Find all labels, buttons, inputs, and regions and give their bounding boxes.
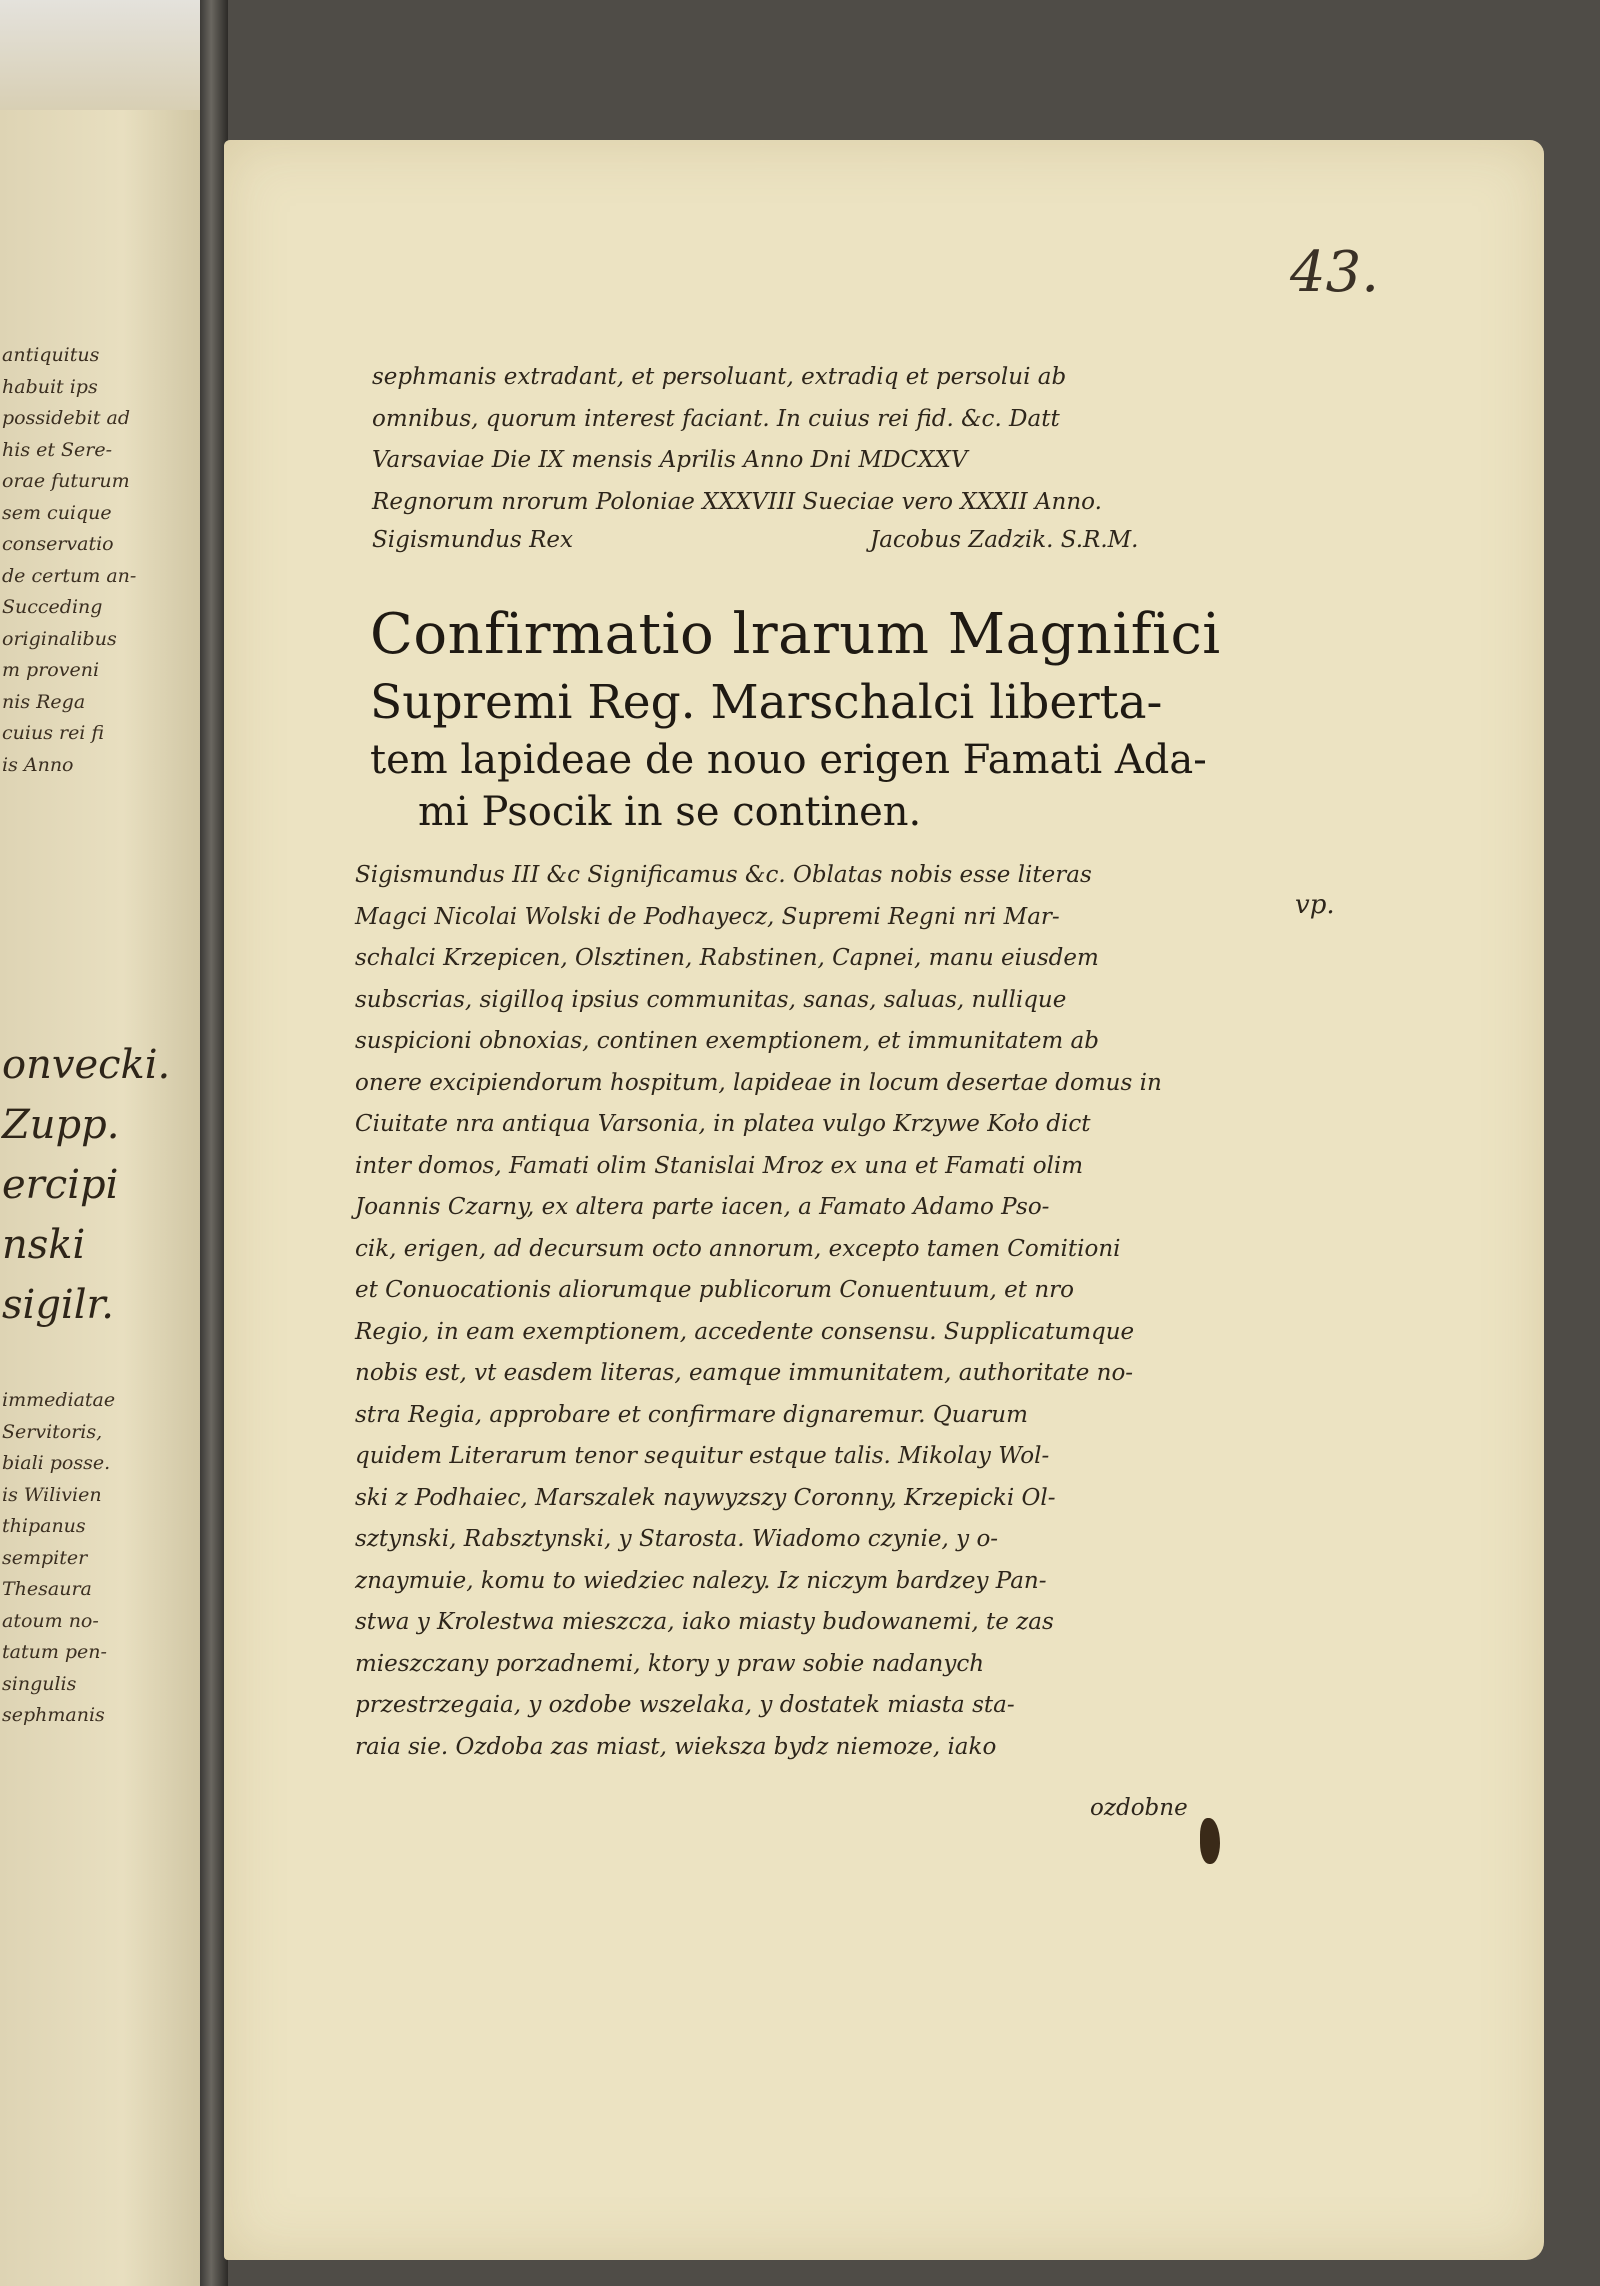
heading-line: mi Psocik in se continen.: [418, 789, 922, 835]
margin-line: possidebit ad: [2, 407, 130, 429]
text-line: nobis est, vt easdem literas, eamque immunitatem, authoritate no-: [355, 1360, 1134, 1386]
text-line: quidem Literarum tenor sequitur estque talis. Mikolay Wol-: [355, 1443, 1050, 1469]
heading-line: Supremi Reg. Marschalci liberta-: [370, 675, 1163, 730]
heading-line: Confirmatio lrarum Magnifici: [370, 602, 1221, 667]
text-line: subscrias, sigilloq ipsius communitas, sanas, saluas, nullique: [355, 986, 1067, 1013]
text-line: suspicioni obnoxias, continen exemptionem, et immunitatem ab: [355, 1028, 1099, 1054]
margin-line: biali posse.: [2, 1452, 111, 1474]
page-number: 43.: [1290, 240, 1380, 305]
margin-line: originalibus: [2, 627, 117, 650]
margin-line: is Anno: [2, 753, 74, 776]
text-line: cik, erigen, ad decursum octo annorum, excepto tamen Comitioni: [355, 1235, 1121, 1262]
margin-line: Thesaura: [2, 1578, 92, 1600]
left-margin-names: [0, 1035, 205, 1335]
right-margin-note: vp.: [1295, 890, 1335, 920]
text-line: et Conuocationis aliorumque publicorum Conuentuum, et nro: [355, 1277, 1074, 1303]
text-line: stwa y Krolestwa mieszcza, iako miasty budowanemi, te zas: [355, 1609, 1054, 1635]
margin-name: ercipi: [2, 1162, 119, 1208]
text-line: znaymuie, komu to wiedziec nalezy. Iz niczym bardzey Pan-: [355, 1567, 1047, 1594]
margin-line: atoum no-: [2, 1609, 99, 1632]
left-page-top-edge: [0, 0, 205, 110]
text-line: inter domos, Famati olim Stanislai Mroz ex una et Famati olim: [355, 1152, 1084, 1179]
heading-line: tem lapideae de nouo erigen Famati Ada-: [370, 737, 1207, 783]
text-line: omnibus, quorum interest faciant. In cuius rei fid. &c. Datt: [372, 405, 1060, 432]
margin-line: conservatio: [2, 533, 114, 555]
text-line: raia sie. Ozdoba zas miast, wieksza bydz niemoze, iako: [355, 1733, 997, 1760]
margin-line: thipanus: [2, 1515, 86, 1537]
text-line: mieszczany porzadnemi, ktory y praw sobie nadanych: [355, 1650, 985, 1677]
text-line: Joannis Czarny, ex altera parte iacen, a Famato Adamo Pso-: [355, 1194, 1050, 1220]
text-line: przestrzegaia, y ozdobe wszelaka, y dostatek miasta sta-: [355, 1692, 1015, 1718]
catchword: ozdobne: [1090, 1795, 1188, 1821]
margin-line: de certum an-: [2, 564, 137, 587]
left-margin-text-top: [0, 340, 205, 781]
margin-line: orae futurum: [2, 470, 130, 492]
text-line: Ciuitate nra antiqua Varsonia, in platea vulgo Krzywe Koło dict: [355, 1111, 1091, 1137]
text-block-2: [355, 855, 1275, 1768]
text-line: ski z Podhaiec, Marszalek naywyzszy Coronny, Krzepicki Ol-: [355, 1484, 1056, 1511]
margin-line: sephmanis: [2, 1704, 105, 1726]
text-line: Regio, in eam exemptionem, accedente consensu. Supplicatumque: [355, 1318, 1135, 1345]
margin-line: immediatae: [2, 1389, 116, 1411]
margin-line: singulis: [2, 1672, 77, 1695]
text-line: sephmanis extradant, et persoluant, extradiq et persolui ab: [372, 364, 1067, 390]
margin-line: Servitoris,: [2, 1420, 103, 1443]
document-heading: [370, 598, 1270, 838]
margin-line: sem cuique: [2, 501, 112, 524]
text-line: onere excipiendorum hospitum, lapideae in locum desertae domus in: [355, 1069, 1162, 1096]
margin-name: sigilr.: [2, 1282, 114, 1328]
margin-line: his et Sere-: [2, 438, 113, 461]
text-line: Varsaviae Die IX mensis Aprilis Anno Dni MDCXXV: [372, 447, 968, 473]
left-page: [0, 0, 205, 2286]
ink-blot: [1200, 1818, 1220, 1864]
margin-line: cuius rei fi: [2, 722, 105, 744]
text-line: stra Regia, approbare et confirmare dignaremur. Quarum: [355, 1401, 1028, 1428]
margin-line: sempiter: [2, 1546, 88, 1569]
text-line: Magci Nicolai Wolski de Podhayecz, Supremi Regni nri Mar-: [355, 903, 1060, 930]
text-line: schalci Krzepicen, Olsztinen, Rabstinen, Capnei, manu eiusdem: [355, 945, 1099, 971]
margin-line: m proveni: [2, 659, 100, 681]
left-margin-text-bottom: [0, 1385, 205, 1732]
signature-secretary: Jacobus Zadzik. S.R.M.: [870, 527, 1139, 553]
margin-name: nski: [2, 1222, 86, 1268]
signature-row: [372, 527, 1272, 567]
text-line: Regnorum nrorum Poloniae XXXVIII Sueciae vero XXXII Anno.: [372, 488, 1102, 515]
margin-line: tatum pen-: [2, 1641, 107, 1663]
signature-king: Sigismundus Rex: [372, 527, 573, 553]
margin-line: habuit ips: [2, 375, 98, 398]
text-line: Sigismundus III &c Significamus &c. Oblatas nobis esse literas: [355, 862, 1092, 888]
margin-line: nis Rega: [2, 690, 86, 713]
margin-name: onvecki.: [2, 1042, 171, 1088]
text-line: sztynski, Rabsztynski, y Starosta. Wiadomo czynie, y o-: [355, 1526, 999, 1552]
margin-name: Zupp.: [2, 1102, 120, 1148]
margin-line: is Wilivien: [2, 1483, 102, 1506]
margin-line: antiquitus: [2, 344, 100, 366]
text-block-1: [372, 357, 1272, 523]
margin-line: Succeding: [2, 596, 103, 618]
